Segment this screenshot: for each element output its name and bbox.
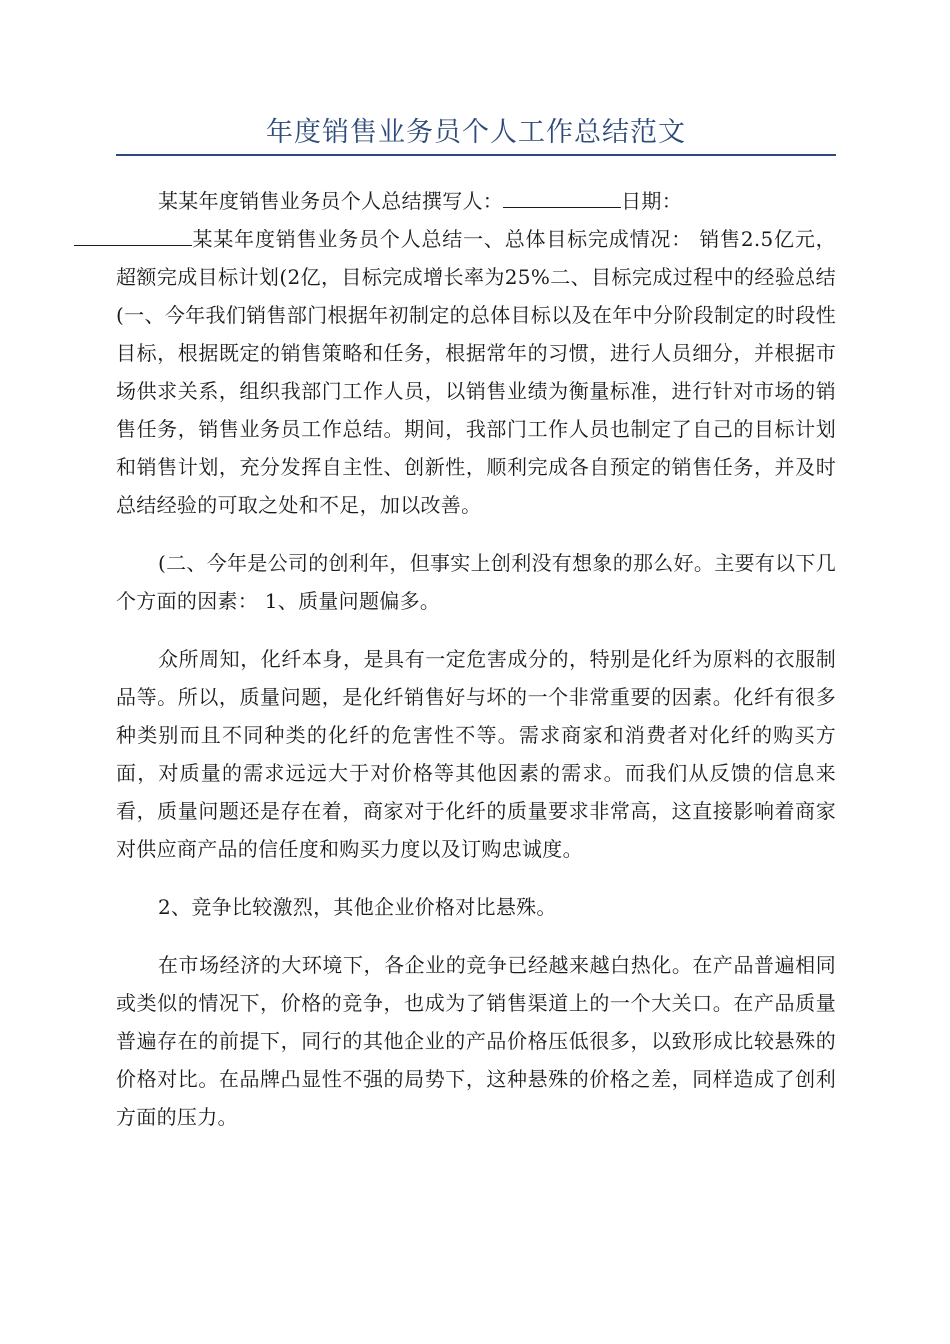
paragraph-5: 在市场经济的大环境下，各企业的竞争已经越来越白热化。在产品普遍相同或类似的情况下，价格的竞争，也成为了销售渠道上的一个大关口。在产品质量普遍存在的前提下，同行的其他企业的产品价格压低很多，以致形成比较悬殊的价格对比。在品牌凸显性不强的局势下，这种悬殊的价格之差，同样造成了创利方面的压力。 [116, 953, 836, 1129]
date-blank [74, 221, 192, 246]
paragraph-4: 2、竞争比较激烈，其他企业价格对比悬殊。 [158, 895, 557, 919]
date-label: 日期： [621, 189, 683, 213]
paragraph-intro [116, 182, 836, 524]
document-page [116, 112, 836, 1156]
paragraph-1-text: 某某年度销售业务员个人总结一、总体目标完成情况： 销售2.5亿元，超额完成目标计划(2亿，目标完成增长率为25%二、目标完成过程中的经验总结(一、今年我们销售部门根据年初制定的总体目标以及在年中分阶段制定的时段性目标，根据既定的销售策略和任务，根据常年的习惯，进行人员细分，并根据市场供求关系，组织我部门工作人员，以销售业绩为衡量标准，进行针对市场的销售任务，销售业务员工作总结。期间，我部门工作人员也制定了自己的目标计划和销售计划，充分发挥自主性、创新性，顺利完成各自预定的销售任务，并及时总结经验的可取之处和不足，加以改善。 [116, 227, 836, 517]
author-blank [503, 183, 621, 208]
paragraph-2: (二、今年是公司的创利年，但事实上创利没有想象的那么好。主要有以下几个方面的因素： 1、质量问题偏多。 [116, 551, 837, 613]
document-body [116, 182, 836, 1136]
author-label: 某某年度销售业务员个人总结撰写人： [158, 189, 504, 213]
paragraph-3: 众所周知，化纤本身，是具有一定危害成分的，特别是化纤为原料的衣服制品等。所以，质量问题，是化纤销售好与坏的一个非常重要的因素。化纤有很多种类别而且不同种类的化纤的危害性不等。需求商家和消费者对化纤的购买方面，对质量的需求远远大于对价格等其他因素的需求。而我们从反馈的信息来看，质量问题还是存在着，商家对于化纤的质量要求非常高，这直接影响着商家对供应商产品的信任度和购买力度以及订购忠诚度。 [116, 647, 836, 861]
document-title: 年度销售业务员个人工作总结范文 [116, 112, 836, 156]
